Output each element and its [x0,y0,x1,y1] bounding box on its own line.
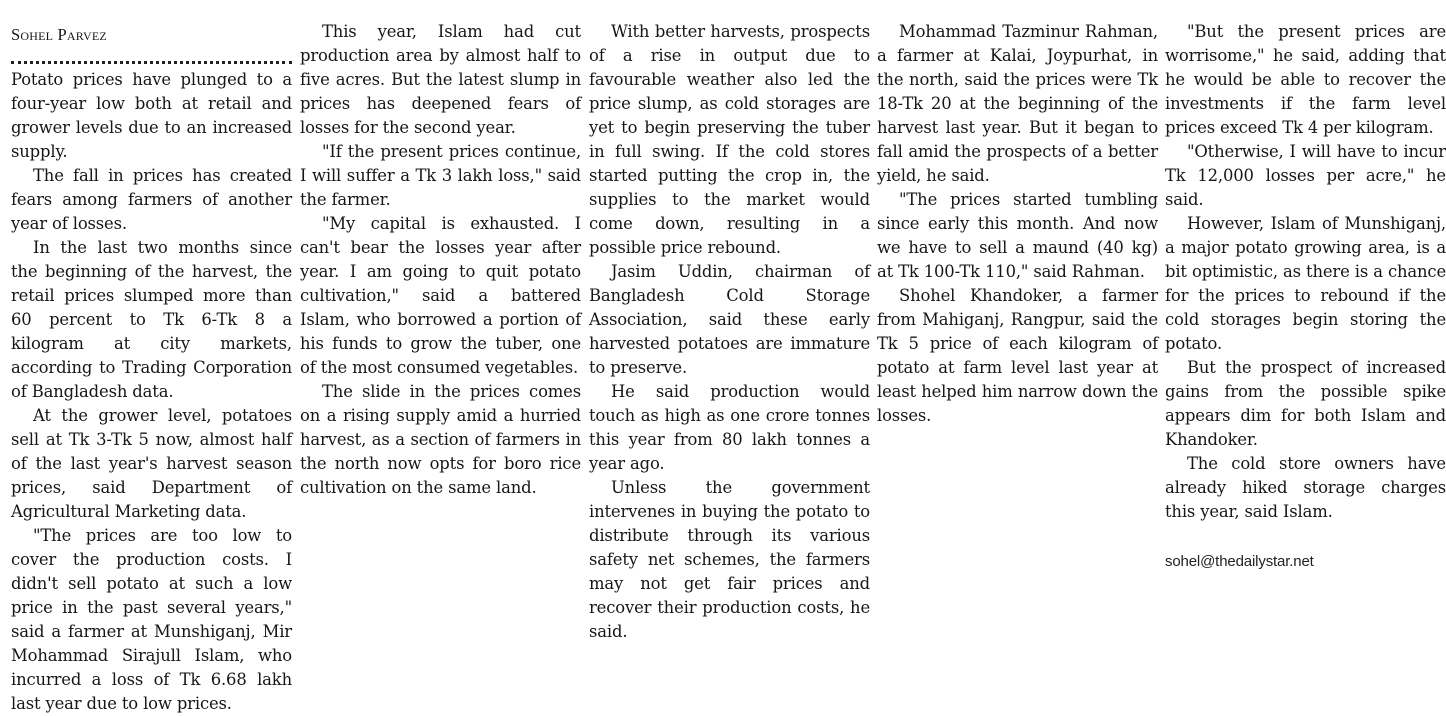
article-column-3 [589,20,870,641]
article-paragraph: Shohel Khandoker, a farmer from Mahiganj, Rangpur, said the Tk 5 price of each kilogram of potato at farm level last year at least helped him narrow down the losses. [877,286,1158,425]
article-paragraph: Mohammad Tazminur Rahman, a farmer at Kalai, Joypurhat, in the north, said the prices were Tk 18-Tk 20 at the beginning of the harvest last year. But it began to fall amid the prospects of a better yield, he said. [877,22,1158,185]
article-paragraph: Potato prices have plunged to a four-year low both at retail and grower levels due to an increased supply. [11,70,292,161]
article-paragraph: "If the present prices continue, I will suffer a Tk 3 lakh loss," said the farmer. [300,142,581,209]
article-paragraph: But the prospect of increased gains from the possible spike appears dim for both Islam and Khandoker. [1165,358,1446,449]
author-email: sohel@thedailystar.net [1165,553,1314,570]
article-paragraph: With better harvests, prospects of a rise in output due to favourable weather also led the price slump, as cold storages are yet to begin preserving the tuber in full swing. If the cold stores started putting the crop in, the supplies to the market would come down, resulting in a possible price rebound. [589,22,870,257]
article-paragraph: The fall in prices has created fears among farmers of another year of losses. [11,166,292,233]
article-column-2 [300,20,581,599]
article-paragraph: He said production would touch as high as one crore tonnes this year from 80 lakh tonnes a year ago. [589,382,870,473]
article-paragraph: Jasim Uddin, chairman of Bangladesh Cold Storage Association, said these early harvested potatoes are immature to preserve. [589,262,870,377]
article-paragraph: This year, Islam had cut production area by almost half to five acres. But the latest slump in prices has deepened fears of losses for the second year. [300,22,581,137]
article-column-1 [11,20,292,713]
article-paragraph: "My capital is exhausted. I can't bear the losses year after year. I am going to quit potato cultivation," said a battered Islam, who borrowed a portion of his funds to grow the tuber, one of the most consumed vegetables. [300,214,581,377]
article-paragraph: The cold store owners have already hiked storage charges this year, said Islam. [1165,454,1446,521]
article-paragraph: Unless the government intervenes in buying the potato to distribute through its various safety net schemes, the farmers may not get fair prices and recover their production costs, he said. [589,478,870,641]
article-paragraph: At the grower level, potatoes sell at Tk 3-Tk 5 now, almost half of the last year's harvest season prices, said Department of Agricultural Marketing data. [11,406,292,521]
article-column-4 [877,20,1158,599]
article-paragraph: The slide in the prices comes on a rising supply amid a hurried harvest, as a section of farmers in the north now opts for boro rice cultivation on the same land. [300,382,581,497]
article-paragraph: "But the present prices are worrisome," he said, adding that he would be able to recover the investments if the farm level prices exceed Tk 4 per kilogram. [1165,22,1446,137]
byline: Sohel Parvez [11,25,107,44]
article-paragraph: "The prices are too low to cover the production costs. I didn't sell potato at such a low price in the past several years," said a farmer at Munshiganj, Mir Mohammad Sirajull Islam, who incurred a loss of Tk 6.68 lakh last year due to low prices. [11,526,292,713]
article-paragraph: However, Islam of Munshiganj, a major potato growing area, is a bit optimistic, as there is a chance for the prices to rebound if the cold storages begin storing the potato. [1165,214,1446,353]
article-paragraph: In the last two months since the beginning of the harvest, the retail prices slumped more than 60 percent to Tk 6-Tk 8 a kilogram at city markets, according to Trading Corporation of Bangladesh data. [11,238,292,401]
byline-dotted-rule [11,49,292,64]
article-paragraph: "Otherwise, I will have to incur Tk 12,000 losses per acre," he said. [1165,142,1446,209]
article-column-5 [1165,20,1446,599]
article-paragraph: "The prices started tumbling since early this month. And now we have to sell a maund (40 kg) at Tk 100-Tk 110," said Rahman. [877,190,1158,281]
